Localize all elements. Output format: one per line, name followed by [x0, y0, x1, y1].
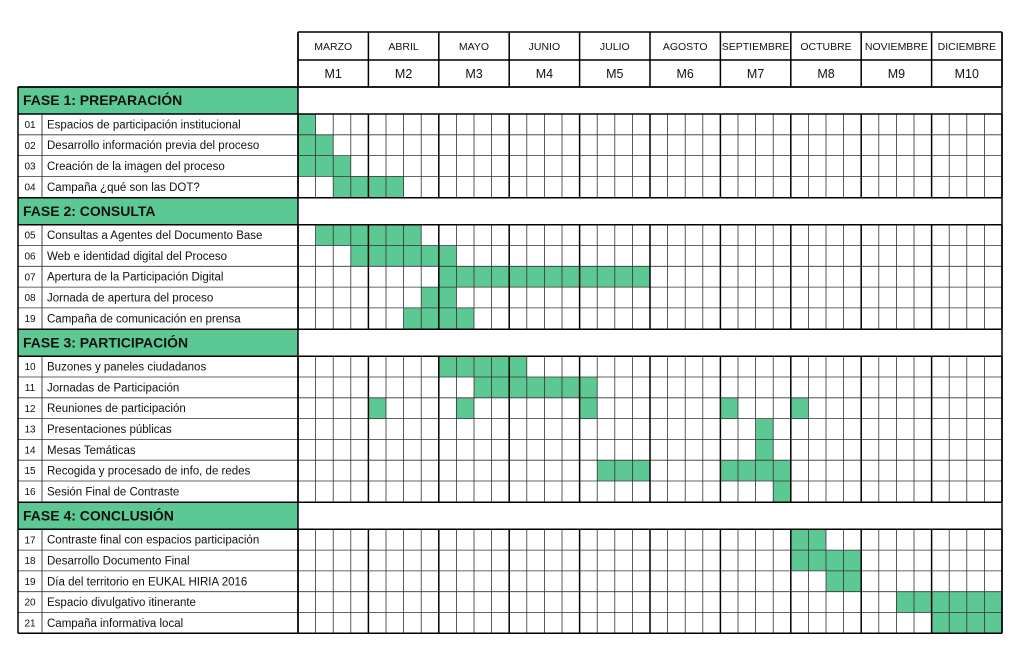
- task-number: 05: [24, 230, 36, 242]
- gantt-cell-task-19-week-9: [439, 308, 457, 329]
- gantt-cell-task-03-week-1: [298, 156, 316, 177]
- gantt-cell-task-07-week-19: [615, 266, 633, 287]
- gantt-cell-task-06-week-7: [404, 246, 422, 267]
- gantt-cell-task-08-week-9: [439, 287, 457, 308]
- gantt-cell-task-07-week-10: [456, 266, 474, 287]
- gantt-cell-task-07-week-17: [580, 266, 598, 287]
- task-name: Buzones y paneles ciudadanos: [47, 361, 207, 374]
- gantt-cell-task-05-week-4: [351, 225, 369, 246]
- task-name: Sesión Final de Contraste: [47, 486, 180, 499]
- gantt-cell-task-20-week-40: [984, 592, 1002, 613]
- task-number: 03: [24, 161, 36, 173]
- task-name: Campaña ¿qué son las DOT?: [47, 181, 200, 194]
- task-number: 07: [24, 272, 36, 284]
- month-code-label: M1: [324, 66, 342, 81]
- gantt-cell-task-11-week-16: [562, 377, 580, 398]
- gantt-cell-task-10-week-11: [474, 356, 492, 377]
- gantt-cell-task-15-week-19: [615, 460, 633, 481]
- task-number: 21: [24, 618, 36, 630]
- gantt-cell-task-21-week-38: [949, 613, 967, 634]
- gantt-cell-task-12-week-25: [720, 398, 738, 419]
- gantt-cell-task-05-week-7: [404, 225, 422, 246]
- month-label: NOVIEMBRE: [864, 40, 928, 53]
- gantt-cell-task-06-week-6: [386, 246, 404, 267]
- gantt-cell-task-07-week-14: [527, 266, 545, 287]
- phase-title: FASE 3: PARTICIPACIÓN: [23, 334, 189, 351]
- gantt-cell-task-11-week-11: [474, 377, 492, 398]
- task-number: 11: [24, 383, 36, 395]
- month-label: DICIEMBRE: [937, 40, 996, 53]
- task-number: 17: [24, 535, 36, 547]
- gantt-cell-task-11-week-15: [544, 377, 562, 398]
- month-label: SEPTIEMBRE: [721, 40, 790, 53]
- phase-title: FASE 1: PREPARACIÓN: [23, 92, 183, 109]
- month-code-label: M5: [606, 66, 624, 81]
- gantt-cell-task-06-week-8: [421, 246, 439, 267]
- gantt-cell-task-10-week-9: [439, 356, 457, 377]
- gantt-cell-task-15-week-27: [756, 460, 774, 481]
- task-name: Creación de la imagen del proceso: [47, 161, 225, 174]
- task-number: 01: [24, 120, 36, 132]
- task-name: Apertura de la Participación Digital: [47, 271, 224, 284]
- task-name: Campaña informativa local: [47, 617, 184, 630]
- gantt-cell-task-21-week-39: [967, 613, 985, 634]
- task-name: Jornadas de Participación: [47, 382, 180, 395]
- gantt-cell-task-07-week-12: [492, 266, 510, 287]
- month-label: ABRIL: [388, 40, 419, 53]
- gantt-cell-task-10-week-13: [509, 356, 527, 377]
- gantt-cell-task-14-week-27: [756, 439, 774, 460]
- gantt-cell-task-11-week-17: [580, 377, 598, 398]
- gantt-cell-task-11-week-12: [492, 377, 510, 398]
- task-name: Desarrollo Documento Final: [47, 555, 190, 568]
- gantt-cell-task-21-week-40: [984, 613, 1002, 634]
- gantt-cell-task-03-week-2: [316, 156, 334, 177]
- gantt-cell-task-15-week-25: [720, 460, 738, 481]
- gantt-cell-task-05-week-2: [316, 225, 334, 246]
- gantt-cell-task-12-week-29: [791, 398, 809, 419]
- task-name: Espacio divulgativo itinerante: [47, 597, 196, 610]
- gantt-cell-task-21-week-37: [932, 613, 950, 634]
- task-number: 10: [24, 362, 36, 374]
- gantt-cell-task-15-week-28: [773, 460, 791, 481]
- task-name: Campaña de comunicación en prensa: [47, 313, 241, 326]
- phase-title: FASE 4: CONCLUSIÓN: [23, 507, 174, 524]
- task-name: Presentaciones públicas: [47, 424, 172, 437]
- month-label: MARZO: [314, 40, 353, 53]
- gantt-cell-task-07-week-16: [562, 266, 580, 287]
- gantt-cell-task-10-week-12: [492, 356, 510, 377]
- gantt-cell-task-15-week-20: [632, 460, 650, 481]
- task-name: Contraste final con espacios participación: [47, 534, 260, 547]
- gantt-cell-task-19-week-10: [456, 308, 474, 329]
- task-name: Consultas a Agentes del Documento Base: [47, 230, 263, 243]
- task-number: 06: [24, 251, 36, 263]
- gantt-cell-task-07-week-20: [632, 266, 650, 287]
- gantt-cell-task-07-week-9: [439, 266, 457, 287]
- task-number: 04: [24, 182, 36, 194]
- gantt-cell-task-07-week-15: [544, 266, 562, 287]
- task-name: Día del territorio en EUKAL HIRIA 2016: [47, 576, 248, 589]
- task-number: 19: [24, 313, 36, 325]
- gantt-cell-task-11-week-14: [527, 377, 545, 398]
- gantt-cell-task-11-week-13: [509, 377, 527, 398]
- task-name: Desarrollo información previa del proceso: [47, 140, 260, 153]
- task-name: Web e identidad digital del Proceso: [47, 250, 228, 263]
- gantt-cell-task-08-week-8: [421, 287, 439, 308]
- gantt-cell-task-20-week-35: [896, 592, 914, 613]
- task-number: 14: [24, 445, 36, 457]
- gantt-cell-task-18-week-32: [844, 550, 862, 571]
- gantt-cell-task-20-week-39: [967, 592, 985, 613]
- gantt-cell-task-05-week-3: [333, 225, 351, 246]
- task-number: 20: [24, 597, 36, 609]
- task-number: 15: [24, 466, 36, 478]
- month-label: JULIO: [599, 40, 630, 53]
- gantt-cell-task-18-week-30: [808, 550, 826, 571]
- gantt-cell-task-05-week-5: [368, 225, 386, 246]
- gantt-cell-task-15-week-26: [738, 460, 756, 481]
- month-code-label: M4: [535, 66, 554, 81]
- task-number: 16: [24, 487, 36, 499]
- month-label: MAYO: [458, 40, 490, 53]
- gantt-cell-task-15-week-18: [597, 460, 615, 481]
- gantt-cell-task-18-week-29: [791, 550, 809, 571]
- gantt-cell-task-03-week-3: [333, 156, 351, 177]
- task-number: 18: [24, 556, 36, 568]
- gantt-cell-task-04-week-3: [333, 176, 351, 197]
- task-number: 19: [24, 576, 36, 588]
- gantt-cell-task-06-week-9: [439, 246, 457, 267]
- gantt-cell-task-10-week-10: [456, 356, 474, 377]
- gantt-cell-task-07-week-11: [474, 266, 492, 287]
- gantt-cell-task-17-week-30: [808, 529, 826, 550]
- task-name: Jornada de apertura del proceso: [47, 292, 214, 305]
- gantt-cell-task-19-week-31: [826, 571, 844, 592]
- gantt-cell-task-16-week-28: [773, 481, 791, 502]
- month-code-label: M10: [954, 66, 979, 81]
- gantt-cell-task-20-week-36: [914, 592, 932, 613]
- month-label: JUNIO: [528, 40, 561, 53]
- month-code-label: M7: [746, 66, 765, 81]
- task-name: Mesas Temáticas: [47, 444, 136, 457]
- gantt-cell-task-12-week-17: [580, 398, 598, 419]
- month-code-label: M6: [676, 66, 694, 81]
- gantt-cell-task-05-week-6: [386, 225, 404, 246]
- task-name: Reuniones de participación: [47, 403, 186, 416]
- task-name: Espacios de participación institucional: [47, 119, 241, 132]
- gantt-cell-task-07-week-13: [509, 266, 527, 287]
- gantt-cell-task-19-week-32: [844, 571, 862, 592]
- gantt-cell-task-07-week-18: [597, 266, 615, 287]
- gantt-cell-task-01-week-1: [298, 114, 316, 135]
- gantt-cell-task-19-week-7: [404, 308, 422, 329]
- gantt-cell-task-20-week-38: [949, 592, 967, 613]
- gantt-cell-task-13-week-27: [756, 419, 774, 440]
- month-code-label: M9: [887, 66, 906, 81]
- task-name: Recogida y procesado de info, de redes: [47, 465, 251, 478]
- gantt-cell-task-12-week-10: [456, 398, 474, 419]
- month-code-label: M2: [394, 66, 413, 81]
- task-number: 13: [24, 424, 36, 436]
- task-number: 08: [24, 293, 36, 305]
- month-label: AGOSTO: [662, 40, 708, 53]
- gantt-cell-task-04-week-5: [368, 176, 386, 197]
- task-number: 02: [24, 140, 36, 152]
- gantt-cell-task-20-week-37: [932, 592, 950, 613]
- month-code-label: M3: [465, 66, 483, 81]
- gantt-cell-task-06-week-5: [368, 246, 386, 267]
- gantt-cell-task-17-week-29: [791, 529, 809, 550]
- gantt-cell-task-04-week-6: [386, 176, 404, 197]
- month-label: OCTUBRE: [800, 40, 852, 53]
- gantt-cell-task-12-week-5: [368, 398, 386, 419]
- gantt-cell-task-04-week-4: [351, 176, 369, 197]
- task-number: 12: [24, 403, 36, 415]
- phase-title: FASE 2: CONSULTA: [23, 202, 156, 219]
- gantt-cell-task-18-week-31: [826, 550, 844, 571]
- gantt-cell-task-19-week-8: [421, 308, 439, 329]
- gantt-cell-task-06-week-4: [351, 246, 369, 267]
- gantt-cell-task-02-week-1: [298, 135, 316, 156]
- month-code-label: M8: [817, 66, 835, 81]
- gantt-cell-task-02-week-2: [316, 135, 334, 156]
